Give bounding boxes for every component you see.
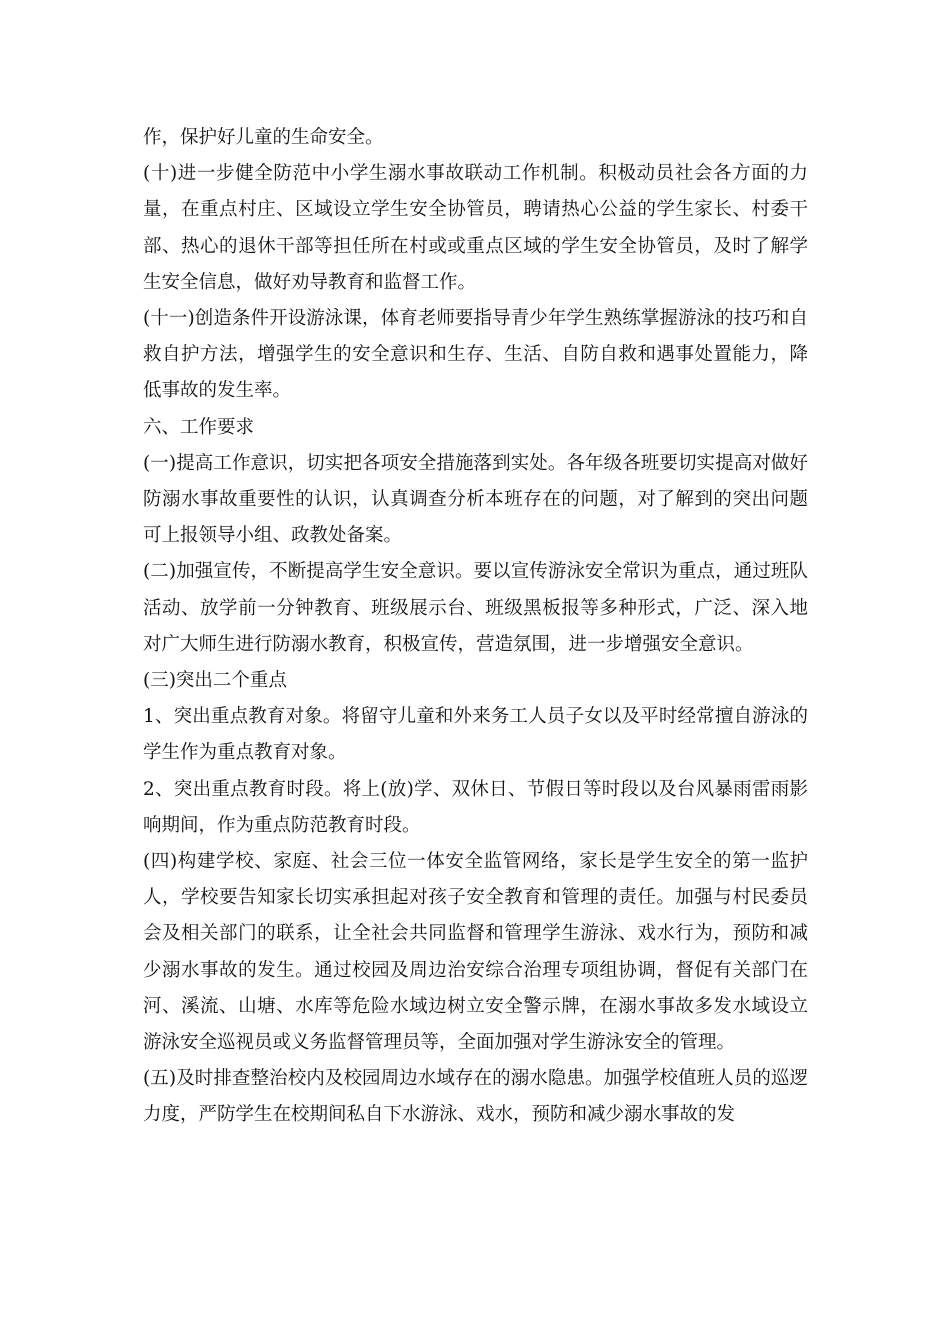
paragraph-requirement-2: (二)加强宣传，不断提高学生安全意识。要以宣传游泳安全常识为重点，通过班队活动、放学前一分钟教育、班级展示台、班级黑板报等多种形式，广泛、深入地对广大师生进行防溺水教育，积极宣传，营造氛围，进一步增强安全意识。	[143, 561, 808, 655]
paragraph-focus-2: 2、突出重点教育时段。将上(放)学、双休日、节假日等时段以及台风暴雨雷雨影响期间，作为重点防范教育时段。	[143, 778, 808, 836]
paragraph-continuation: 作，保护好儿童的生命安全。	[143, 127, 384, 148]
paragraph-item-11: (十一)创造条件开设游泳课，体育老师要指导青少年学生熟练掌握游泳的技巧和自救自护方法，增强学生的安全意识和生存、生活、自防自救和遇事处置能力，降低事故的发生率。	[143, 308, 808, 402]
paragraph-item-10: (十)进一步健全防范中小学生溺水事故联动工作机制。积极动员社会各方面的力量，在重点村庄、区域设立学生安全协管员，聘请热心公益的学生家长、村委干部、热心的退休干部等担任所在村或或重点区域的学生安全协管员，及时了解学生安全信息，做好劝导教育和监督工作。	[143, 163, 808, 293]
paragraph-focus-1: 1、突出重点教育对象。将留守儿童和外来务工人员子女以及平时经常擅自游泳的学生作为重点教育对象。	[143, 706, 808, 764]
paragraph-requirement-3: (三)突出二个重点	[143, 670, 287, 692]
section-heading-work-requirements: 六、工作要求	[143, 416, 255, 438]
paragraph-requirement-5: (五)及时排查整治校内及校园周边水域存在的溺水隐患。加强学校值班人员的巡逻力度，严防学生在校期间私自下水游泳、戏水，预防和减少溺水事故的发	[143, 1068, 808, 1126]
paragraph-requirement-4: (四)构建学校、家庭、社会三位一体安全监管网络，家长是学生安全的第一监护人，学校要告知家长切实承担起对孩子安全教育和管理的责任。加强与村民委员会及相关部门的联系，让全社会共同监督和管理学生游泳、戏水行为，预防和减少溺水事故的发生。通过校园及周边治安综合治理专项组协调，督促有关部门在河、溪流、山塘、水库等危险水域边树立安全警示牌，在溺水事故多发水域设立游泳安全巡视员或义务监督管理员等，全面加强对学生游泳安全的管理。	[143, 851, 808, 1054]
paragraph-requirement-1: (一)提高工作意识，切实把各项安全措施落到实处。各年级各班要切实提高对做好防溺水事故重要性的认识，认真调查分析本班存在的问题，对了解到的突出问题可上报领导小组、政教处备案。	[143, 452, 808, 547]
document-body	[143, 120, 808, 1134]
